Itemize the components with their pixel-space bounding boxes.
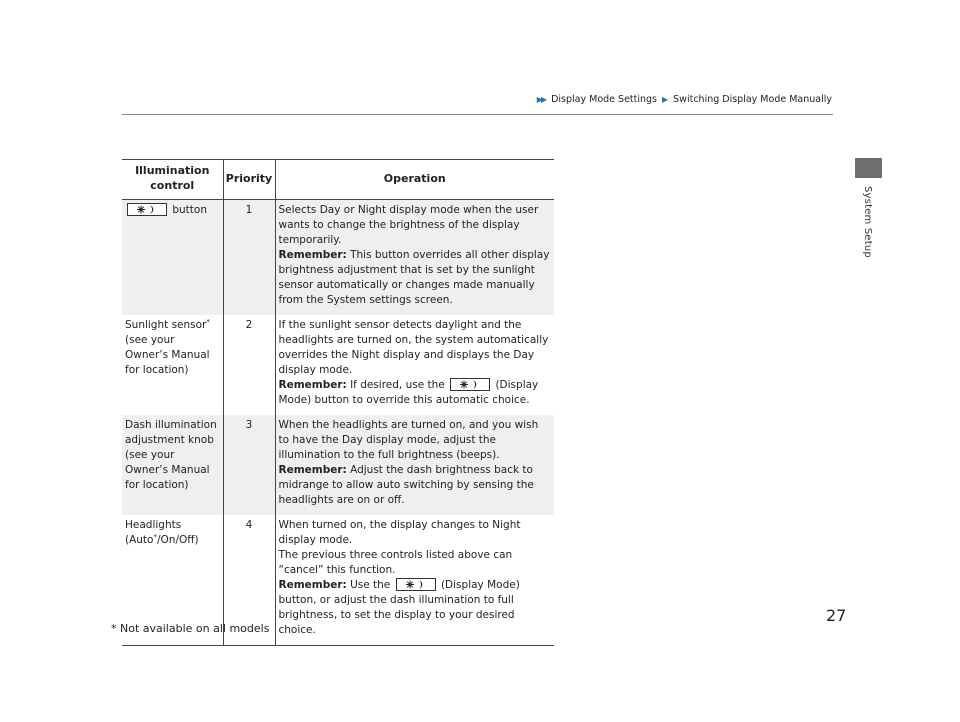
remember-text-cont: (Display Mode) button, or adjust the dash illumination to full brightness, to set the display to your desired choice.	[278, 579, 520, 636]
remember-text-cont: (Display Mode) button to override this automatic choice.	[278, 379, 539, 406]
header-illumination-control: Illumination control	[122, 160, 223, 200]
sun-moon-icon	[396, 578, 436, 591]
control-cell	[122, 315, 223, 415]
breadcrumb-arrow-icon: ▶▶	[536, 95, 546, 104]
control-label: button	[172, 204, 207, 216]
control-note-cont: /On/Off)	[156, 534, 199, 546]
operation-cell	[275, 515, 554, 646]
footnote-mark: *	[206, 318, 210, 326]
operation-cell	[275, 200, 554, 316]
control-label: Sunlight sensor	[125, 319, 207, 331]
page-number: 27	[826, 606, 847, 625]
operation-cell	[275, 315, 554, 415]
control-cell: Dash illumination adjustment knob (see your Owner’s Manual for location)	[122, 415, 223, 515]
sun-moon-icon	[450, 378, 490, 391]
operation-text: If the sunlight sensor detects daylight and the headlights are turned on, the system automatically overrides the Night display and displays the Day display mode.	[278, 319, 549, 376]
remember-text: Use the	[350, 579, 391, 591]
table-row	[122, 200, 554, 316]
footnote: * Not available on all models	[111, 622, 270, 635]
remember-label: Remember:	[278, 249, 347, 261]
breadcrumb	[537, 94, 832, 105]
header-priority: Priority	[223, 160, 275, 200]
remember-label: Remember:	[278, 379, 347, 391]
sun-moon-icon	[127, 203, 167, 216]
table-row	[122, 315, 554, 415]
remember-text: Adjust the dash brightness back to midrange to allow auto switching by sensing the headlights are on or off.	[278, 464, 534, 506]
table-header-row	[122, 160, 554, 200]
operation-text: When the headlights are turned on, and you wish to have the Day display mode, adjust the illumination to the full brightness (beeps).	[278, 419, 539, 461]
priority-cell: 3	[223, 415, 275, 515]
remember-text: If desired, use the	[350, 379, 445, 391]
section-tab-label: System Setup	[862, 186, 873, 258]
table-row	[122, 415, 554, 515]
header-operation: Operation	[383, 171, 446, 185]
control-cell	[122, 200, 223, 316]
operation-cell	[275, 415, 554, 515]
remember-label: Remember:	[278, 464, 347, 476]
header-rule	[122, 114, 833, 115]
operation-text: Selects Day or Night display mode when the user wants to change the brightness of the display temporarily.	[278, 204, 539, 246]
section-tab-marker	[855, 158, 882, 178]
priority-cell: 4	[223, 515, 275, 646]
control-note: (Auto	[125, 534, 154, 546]
remember-text: This button overrides all other display brightness adjustment that is set by the sunlight sensor automatically or changes made manually from the System settings screen.	[278, 249, 550, 306]
breadcrumb-section[interactable]: Display Mode Settings	[551, 94, 657, 105]
priority-cell: 2	[223, 315, 275, 415]
operation-text: When turned on, the display changes to Night display mode.	[278, 519, 521, 546]
illumination-control-table	[122, 159, 554, 646]
breadcrumb-separator-icon: ▶	[662, 95, 669, 104]
operation-text-2: The previous three controls listed above can “cancel” this function.	[278, 549, 513, 576]
remember-label: Remember:	[278, 579, 347, 591]
footnote-mark: *	[153, 533, 157, 541]
priority-cell: 1	[223, 200, 275, 316]
breadcrumb-page: Switching Display Mode Manually	[673, 94, 832, 105]
control-label: Headlights	[125, 519, 182, 531]
control-note: (see your Owner’s Manual for location)	[125, 334, 210, 376]
